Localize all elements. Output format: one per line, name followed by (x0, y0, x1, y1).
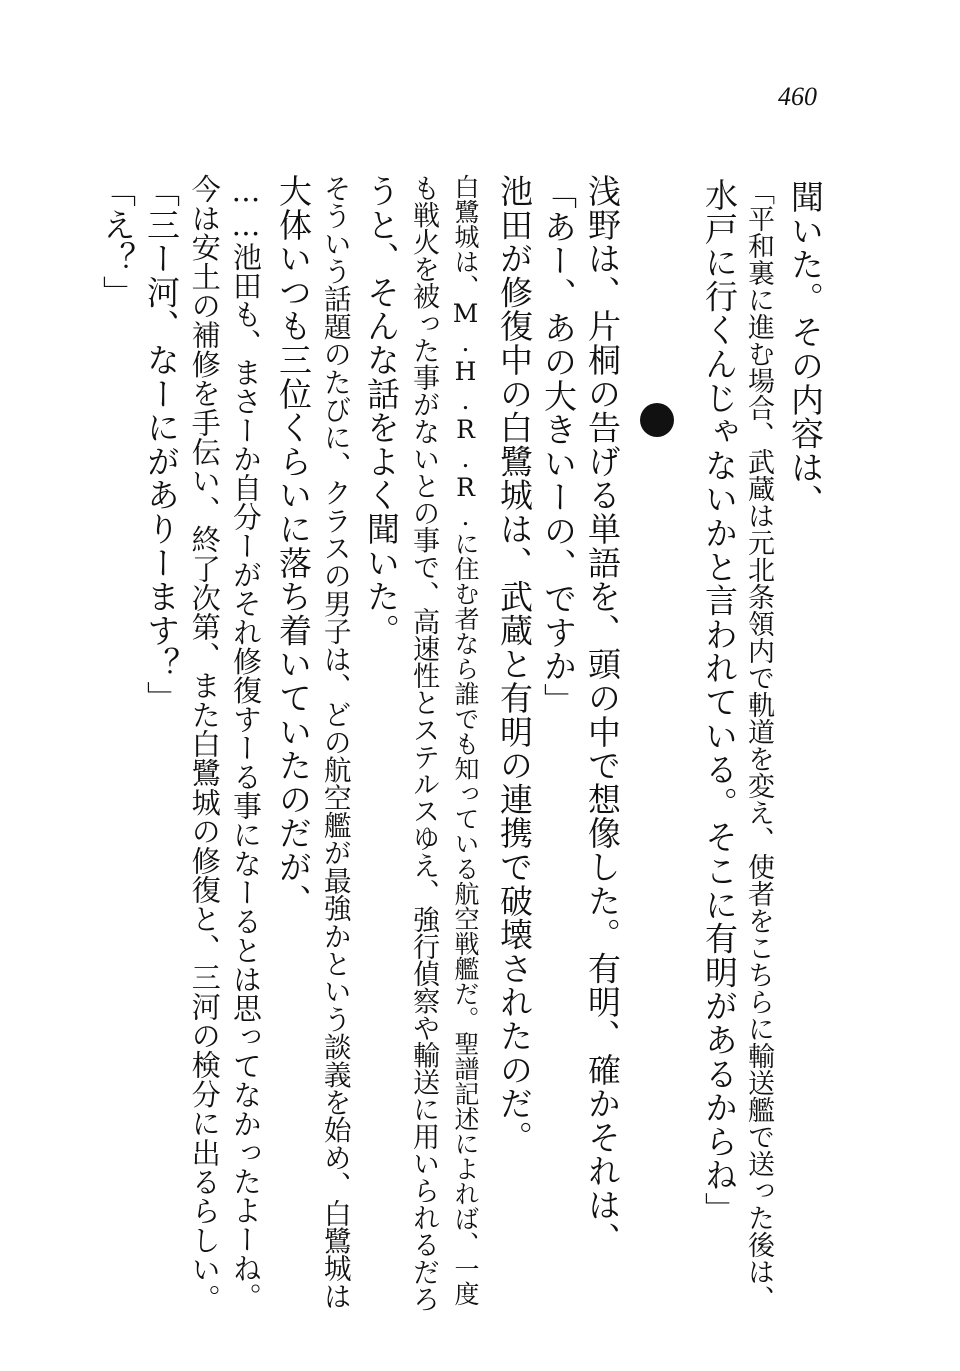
text-column-7: 白鷺城は、M.H.R.R.に住む者なら誰でも知っている航空戦艦だ。聖譜記述によれば、一度 (451, 174, 480, 1306)
page-number: 460 (778, 82, 817, 111)
text-column-15: 「え？」 (98, 174, 137, 310)
text-column-3: 水戸に行くんじゃないかと言われている。そこに有明があるからね」 (700, 178, 739, 1226)
text-column-10: そういう話題のたびに、クラスの男子は、どの航空艦が最強かという談義を始め、白鷺城は (318, 174, 352, 1310)
section-break-dot (640, 403, 674, 437)
text-column-5: 「あー、あの大きいーの、ですか」 (539, 176, 578, 717)
text-column-2: 「平和裏に進む場合、武蔵は元北条領内で軌道を変え、使者をこちらに輸送艦で送った後は、 (743, 178, 774, 1312)
text-column-8: も戦火を被った事がないとの事で、高速性とステルスゆえ、強行偵察や輸送に用いられるだろ (408, 174, 440, 1313)
text-column-14: 「三ー河、なーにがありーます？」 (142, 174, 181, 715)
text-column-13: 今は安土の補修を手伝い、終了次第、また白鷺城の修復と、三河の検分に出るらしい。 (187, 174, 222, 1313)
text-column-4: 浅野は、片桐の告げる単語を、頭の中で想像した。有明、確かそれは、 (583, 174, 622, 1256)
text-column-12: ……池田も、まさーか自分ーがそれ修復すーる事になーるとは思ってなかったよーね。 (228, 174, 263, 1312)
text-column-9: うと、そんな話をよく聞いた。 (362, 174, 401, 648)
text-column-11: 大体いつも三位くらいに落ち着いていたのだが、 (274, 174, 313, 918)
text-column-1: 聞いた。その内容は、 (786, 180, 825, 518)
text-column-6: 池田が修復中の白鷺城は、武蔵と有明の連携で破壊されたのだ。 (495, 174, 534, 1155)
